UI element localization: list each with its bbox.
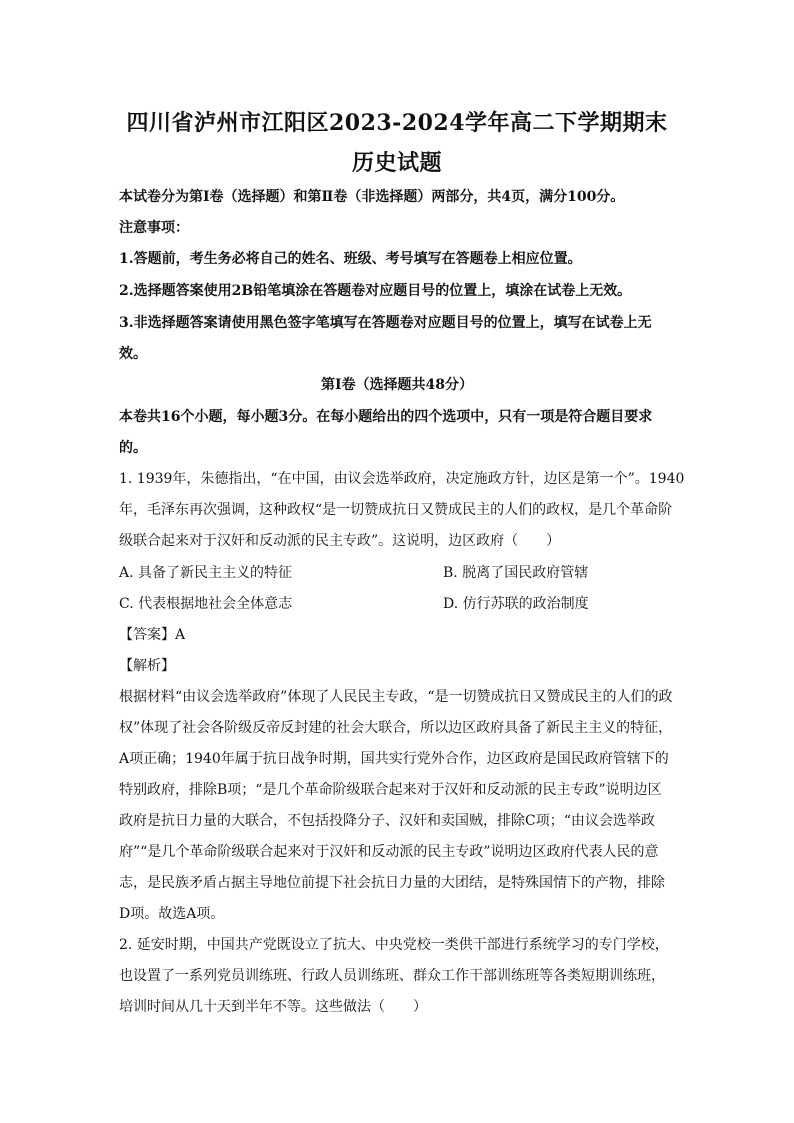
- page-title: 四川省泸州市江阳区2023-2024学年高二下学期期末: [126, 110, 668, 136]
- notice-item-2: 2.选择题答案使用2B铅笔填涂在答题卷对应题目号的位置上，填涂在试卷上无效。: [119, 283, 632, 299]
- q1-option-b: B. 脱离了国民政府管辖: [443, 565, 589, 581]
- q1-analysis-line: 权”体现了社会各阶级反帝反封建的社会大联合，所以边区政府具备了新民主主义的特征，: [119, 720, 673, 736]
- q1-analysis-line: 特别政府，排除B项；“是几个革命阶级联合起来对于汉奸和反动派的民主专政”说明边区: [119, 782, 662, 798]
- q1-analysis-line: 根据材料“由议会选举政府”体现了人民民主专政，“是一切赞成抗日又赞成民主的人们的政: [119, 689, 673, 705]
- q1-analysis-title: 【解析】: [119, 658, 175, 674]
- q1-answer: 【答案】A: [119, 627, 186, 643]
- notice-title: 注意事项：: [119, 220, 189, 236]
- page-subtitle: 历史试题: [351, 150, 442, 176]
- q1-analysis-line: 志，是民族矛盾占据主导地位前提下社会抗日力量的大团结，是特殊国情下的产物，排除: [119, 875, 665, 891]
- q1-analysis-line: 政府是抗日力量的大联合，不包括投降分子、汉奸和卖国贼，排除C项；“由议会选举政: [119, 813, 655, 829]
- q1-stem-line: 1. 1939年，朱德指出，“在中国，由议会选举政府，决定施政方针，边区是第一个”。1940: [119, 471, 685, 487]
- q1-analysis-line: A项正确；1940年属于抗日战争时期，国共实行党外合作，边区政府是国民政府管辖下的: [119, 751, 669, 767]
- q1-analysis-line: D项。故选A项。: [119, 906, 225, 922]
- q2-stem-line: 也设置了一系列党员训练班、行政人员训练班、群众工作干部训练班等各类短期训练班，: [119, 968, 665, 984]
- notice-item-3: 3.非选择题答案请使用黑色签字笔填写在答题卷对应题目号的位置上，填写在试卷上无: [119, 315, 652, 331]
- section-title: 第Ⅰ卷（选择题共48分）: [320, 377, 474, 393]
- q1-stem-line: 年，毛泽东再次强调，这种政权“是一切赞成抗日又赞成民主的人们的政权，是几个革命阶: [119, 502, 673, 518]
- q2-stem-line: 2. 延安时期，中国共产党既设立了抗大、中央党校一类供干部进行系统学习的专门学校，: [119, 937, 669, 953]
- q1-option-d: D. 仿行苏联的政治制度: [443, 596, 589, 612]
- notice-item-3-cont: 效。: [119, 346, 147, 362]
- section-desc-cont: 的。: [119, 440, 147, 456]
- q1-option-c: C. 代表根据地社会全体意志: [119, 596, 293, 612]
- q1-stem-line: 级联合起来对于汉奸和反动派的民主专政”。这说明，边区政府（ ）: [119, 533, 561, 549]
- q2-stem-line: 培训时间从几十天到半年不等。这些做法（ ）: [119, 999, 427, 1015]
- section-desc: 本卷共16个小题，每小题3分。在每小题给出的四个选项中，只有一项是符合题目要求: [119, 409, 653, 425]
- q1-analysis-line: 府”“是几个革命阶级联合起来对于汉奸和反动派的民主专政”说明边区政府代表人民的意: [119, 844, 659, 860]
- intro-line: 本试卷分为第Ⅰ卷（选择题）和第Ⅱ卷（非选择题）两部分，共4页，满分100分。: [119, 189, 625, 205]
- q1-option-a: A. 具备了新民主主义的特征: [119, 565, 293, 581]
- notice-item-1: 1.答题前，考生务必将自己的姓名、班级、考号填写在答题卷上相应位置。: [119, 251, 582, 267]
